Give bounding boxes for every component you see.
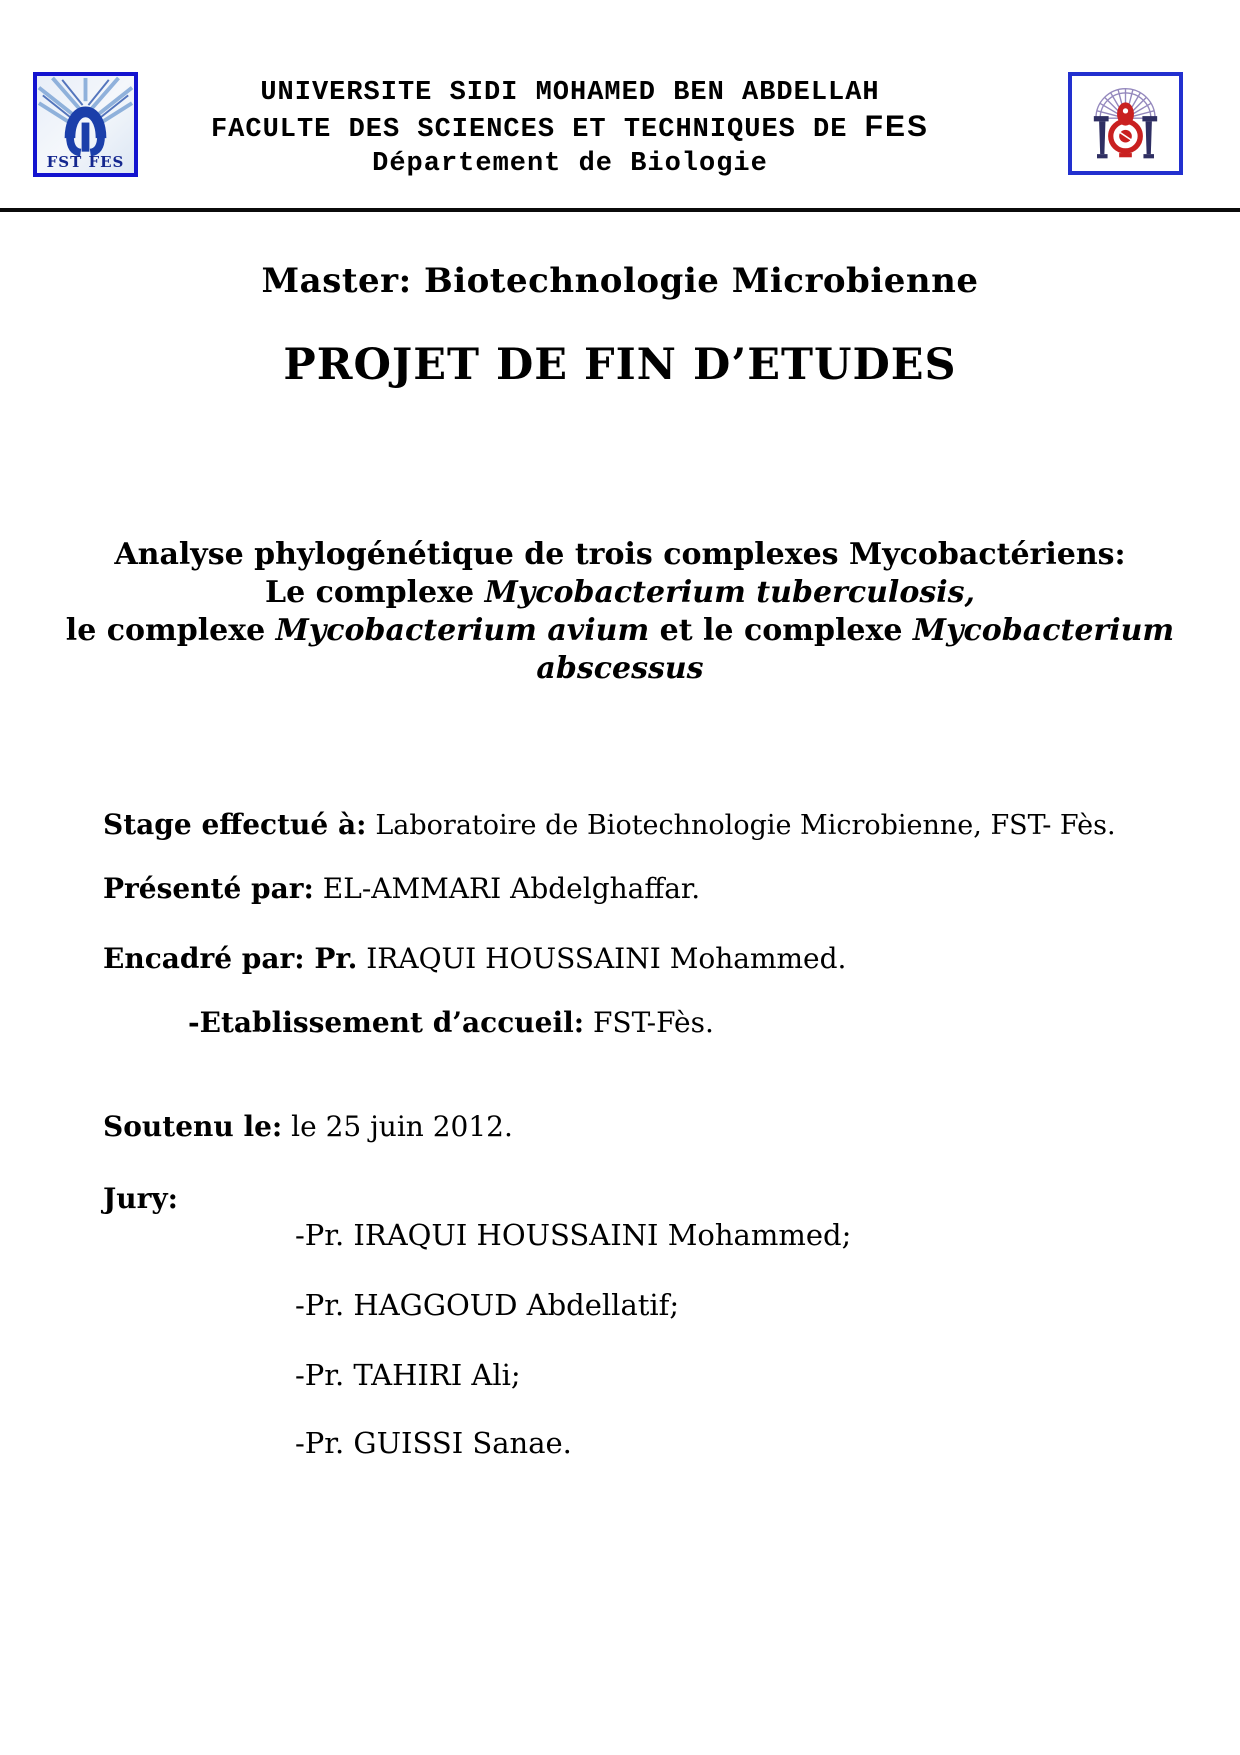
jury-member: -Pr. GUISSI Sanae. (295, 1426, 572, 1460)
supervised-by-value: IRAQUI HOUSSAINI Mohammed. (366, 942, 847, 975)
jury-label: Jury: (103, 1182, 178, 1215)
usmba-logo-graphic (1072, 76, 1179, 171)
defense-date-row (103, 1110, 513, 1143)
thesis-title-line1: Analyse phylogénétique de trois complexes Mycobactériens: (114, 537, 1126, 572)
stage-value: Laboratoire de Biotechnologie Microbienne, FST- Fès. (375, 810, 1116, 841)
defense-date-value: le 25 juin 2012. (291, 1110, 513, 1143)
faculty-name: FACULTE DES SCIENCES ET TECHNIQUES DE FES (210, 110, 930, 145)
faculty-city: FES (864, 110, 930, 143)
jury-member: -Pr. TAHIRI Ali; (295, 1358, 521, 1392)
thesis-title (50, 536, 1190, 688)
master-program-title: Master: Biotechnologie Microbienne (261, 261, 979, 301)
presented-by-row (103, 872, 700, 905)
supervised-by-row (103, 942, 846, 975)
header-divider (0, 208, 1240, 212)
defense-date-label: Soutenu le: (103, 1110, 283, 1143)
presented-by-label: Présenté par: (103, 872, 314, 905)
supervised-by-label: Encadré par: Pr. (103, 942, 358, 975)
jury-heading-row (103, 1182, 178, 1215)
thesis-title-line4: abscessus (536, 651, 704, 686)
project-title: PROJET DE FIN D’ETUDES (283, 340, 957, 390)
host-institution-value: FST-Fès. (592, 1006, 714, 1039)
stage-row (103, 808, 1116, 841)
fst-fes-logo-caption: FST FES (46, 153, 125, 171)
jury-member: -Pr. IRAQUI HOUSSAINI Mohammed; (295, 1218, 852, 1252)
header-text-block (150, 76, 990, 181)
host-institution-label: -Etablissement d’accueil: (188, 1006, 585, 1039)
thesis-title-line2: Le complexe Mycobacterium tuberculosis, (265, 575, 975, 610)
thesis-title-line3: le complexe Mycobacterium avium et le complexe Mycobacterium (65, 613, 1175, 648)
usmba-logo (1068, 72, 1183, 175)
university-name: UNIVERSITE SIDI MOHAMED BEN ABDELLAH (260, 78, 880, 108)
host-institution-row (188, 1006, 714, 1039)
stage-label: Stage effectué à: (103, 808, 367, 841)
department-name: Département de Biologie (372, 149, 768, 179)
jury-member: -Pr. HAGGOUD Abdellatif; (295, 1288, 680, 1322)
presented-by-value: EL-AMMARI Abdelghaffar. (322, 872, 701, 905)
fst-fes-logo (33, 72, 138, 177)
